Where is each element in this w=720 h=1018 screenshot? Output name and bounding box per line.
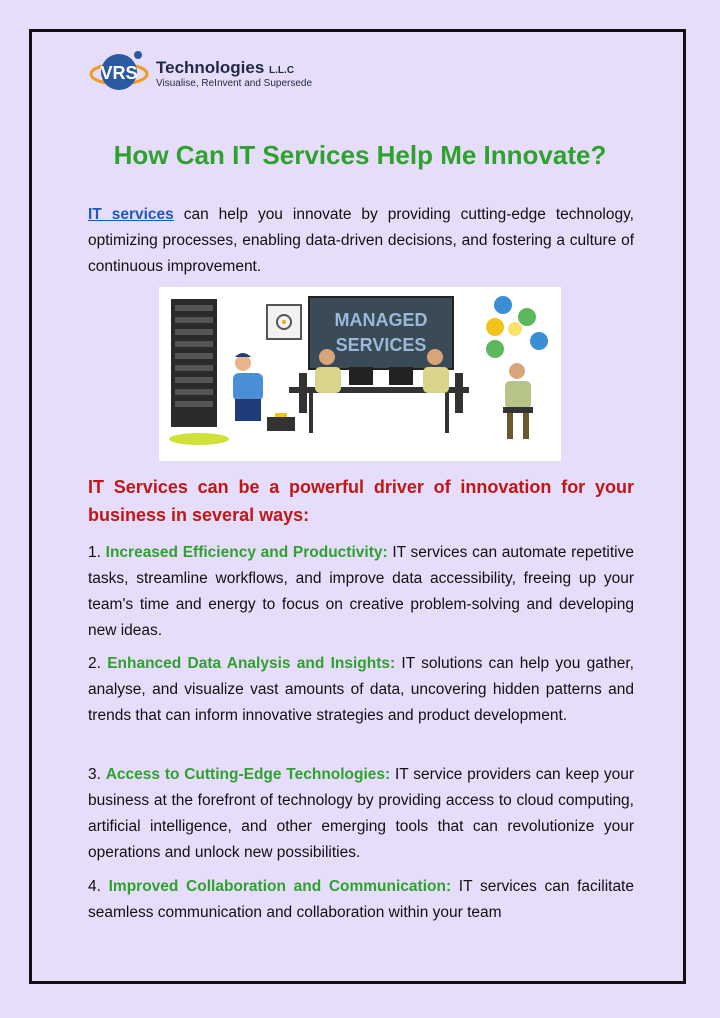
point-number: 1.	[88, 544, 101, 561]
screen-line-2: SERVICES	[335, 335, 427, 355]
point-item-1	[88, 540, 634, 644]
point-text: IT solutions can help you gather, analyse, and visualize vast amounts of data, uncovering hidden patterns and trends that can inform innovative strategies and product development.	[88, 655, 634, 724]
logo-letters: VRS	[100, 63, 138, 83]
brand-name: Technologies	[156, 58, 265, 77]
brand-tagline: Visualise, ReInvent and Supersede	[156, 78, 313, 89]
point-item-3	[88, 762, 634, 866]
page-title: How Can IT Services Help Me Innovate?	[113, 140, 607, 170]
point-number: 4.	[88, 878, 101, 895]
intro-text: can help you innovate by providing cutting-edge technology, optimizing processes, enabling data-driven decisions, and fostering a culture of continuous improvement.	[88, 206, 634, 275]
managed-services-illustration	[159, 287, 561, 461]
point-title: Improved Collaboration and Communication:	[108, 878, 452, 895]
point-item-4	[88, 874, 634, 926]
clock-icon	[267, 305, 301, 339]
section-subheading: IT Services can be a powerful driver of innovation for your business in several ways:	[88, 477, 634, 525]
screen-line-1: MANAGED	[334, 310, 428, 330]
point-number: 3.	[88, 766, 101, 783]
point-item-2	[88, 651, 634, 729]
brand-name-line	[156, 58, 294, 78]
point-title: Enhanced Data Analysis and Insights:	[107, 655, 396, 672]
point-title: Increased Efficiency and Productivity:	[105, 544, 388, 561]
intro-paragraph	[88, 202, 634, 280]
it-services-link[interactable]: IT services	[88, 206, 174, 223]
point-text: IT services can facilitate seamless communication and collaboration within your team	[88, 878, 634, 921]
point-text: IT service providers can keep your business at the forefront of technology by providing access to cloud computing, artificial intelligence, and other emerging tools that can revolutionize your operations and unlock new possibilities.	[88, 766, 635, 861]
point-title: Access to Cutting-Edge Technologies:	[105, 766, 391, 783]
brand-suffix: L.L.C	[269, 65, 295, 76]
point-text: IT services can automate repetitive tasks, streamline workflows, and improve data accessibility, freeing up your team's time and energy to focus on creative problem-solving and developing new ideas.	[88, 544, 634, 639]
point-number: 2.	[88, 655, 101, 672]
